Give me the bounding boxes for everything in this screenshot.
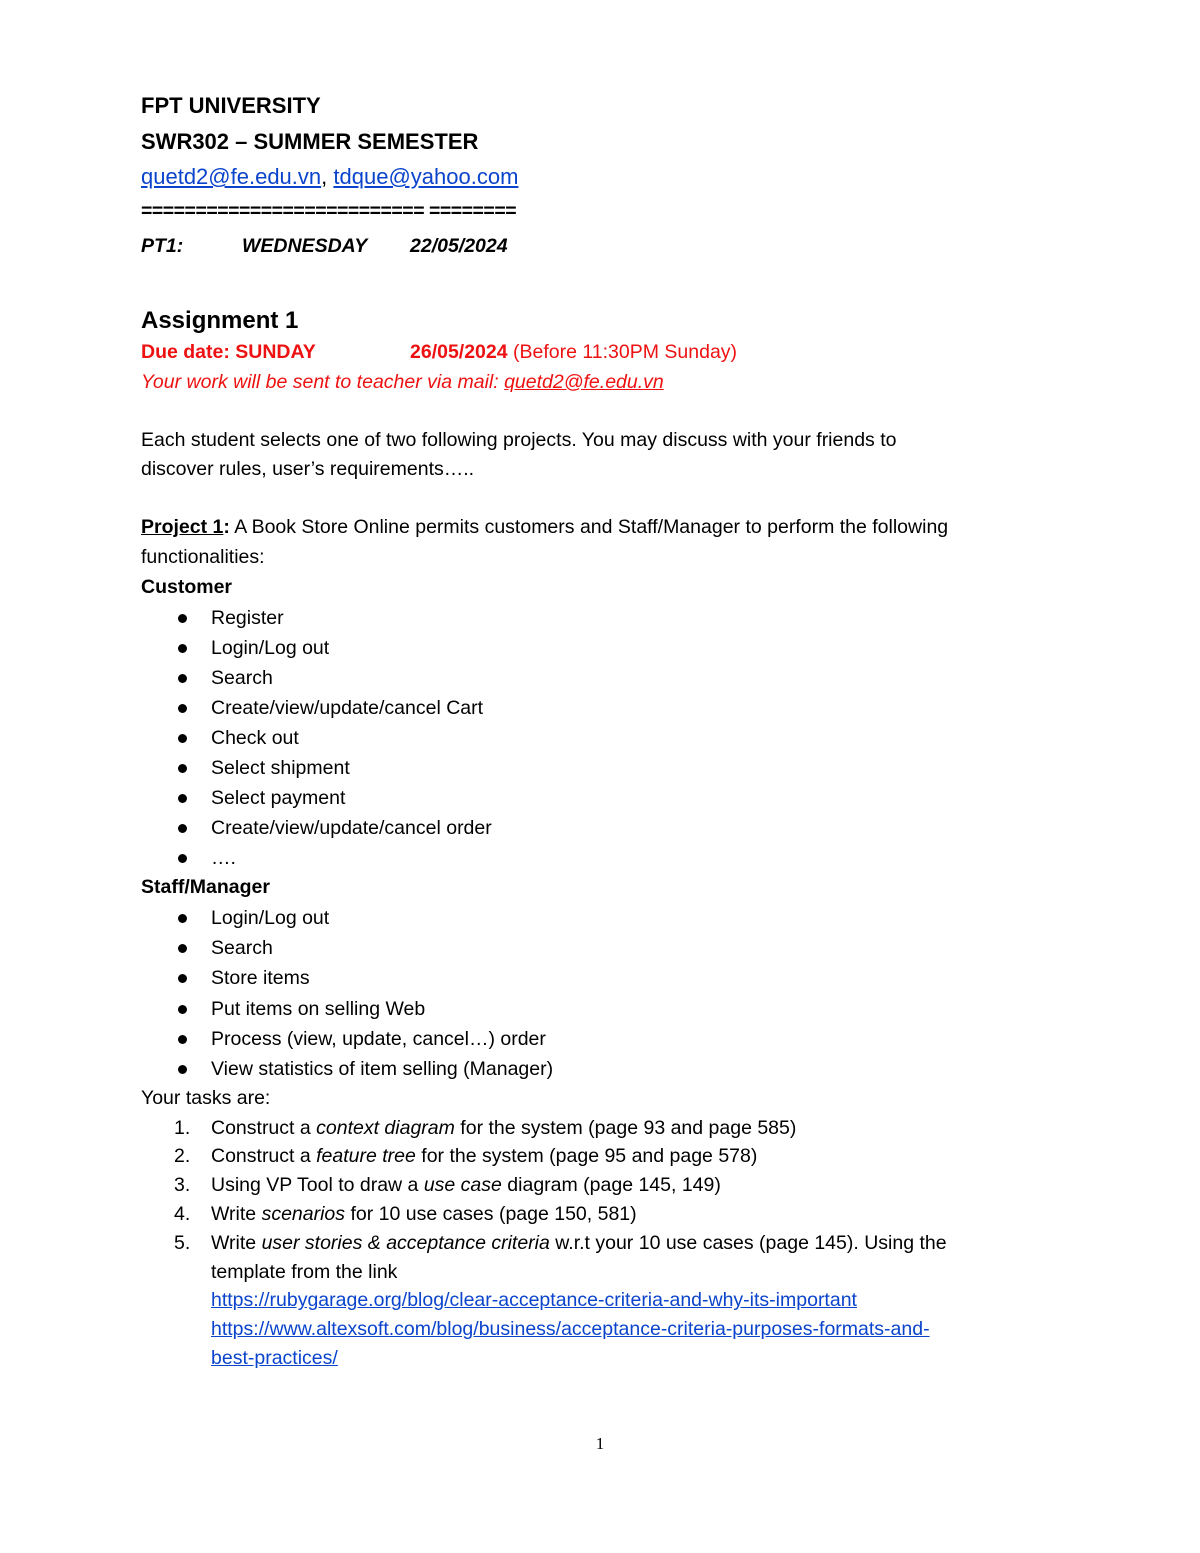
project-description: A Book Store Online permits customers and Staff/Manager to perform the following bbox=[229, 516, 949, 539]
pt-day: WEDNESDAY bbox=[242, 235, 368, 257]
task-item: 1. Construct a context diagram for the system (page 93 and page 585) bbox=[141, 1114, 1061, 1143]
submission-email-link[interactable]: quetd2@fe.edu.vn bbox=[504, 370, 664, 393]
staff-list bbox=[141, 903, 1061, 1084]
bullet-icon bbox=[178, 734, 187, 743]
bullet-icon bbox=[178, 914, 187, 923]
email-separator: , bbox=[321, 164, 328, 189]
due-date-line bbox=[141, 338, 1061, 368]
submission-line bbox=[141, 368, 1061, 398]
bullet-icon bbox=[178, 824, 187, 833]
email-link-secondary[interactable]: tdque@yahoo.com bbox=[333, 164, 519, 189]
email-link-primary[interactable]: quetd2@fe.edu.vn bbox=[141, 164, 322, 189]
task-5-line-2: template from the link bbox=[211, 1260, 398, 1283]
bullet-icon bbox=[178, 974, 187, 983]
list-item: Check out bbox=[141, 723, 1061, 753]
list-item: Select payment bbox=[141, 783, 1061, 813]
list-item: Register bbox=[141, 603, 1061, 633]
task-5-line-1: Write user stories & acceptance criteria w.r.t your 10 use cases (page 145). Using the bbox=[211, 1231, 947, 1254]
project-colon: : bbox=[223, 516, 230, 539]
bullet-icon bbox=[178, 764, 187, 773]
bullet-icon bbox=[178, 944, 187, 953]
list-item: Login/Log out bbox=[141, 903, 1061, 933]
spacer bbox=[141, 398, 1061, 426]
page-number: 1 bbox=[595, 1434, 605, 1453]
bullet-icon bbox=[178, 614, 187, 623]
project-description-line-2: functionalities: bbox=[141, 545, 265, 568]
list-item: Put items on selling Web bbox=[141, 994, 1061, 1024]
pt-date: 22/05/2024 bbox=[410, 235, 508, 257]
course-title: SWR302 – SUMMER SEMESTER bbox=[141, 129, 479, 154]
list-item: Create/view/update/cancel Cart bbox=[141, 693, 1061, 723]
assignment-title: Assignment 1 bbox=[141, 307, 299, 334]
list-item: Create/view/update/cancel order bbox=[141, 813, 1061, 843]
submission-text: Your work will be sent to teacher via mail: bbox=[141, 370, 499, 393]
task-number: 1. bbox=[174, 1116, 191, 1139]
task-number: 5. bbox=[174, 1231, 191, 1254]
list-item: …. bbox=[141, 843, 1061, 873]
bullet-icon bbox=[178, 644, 187, 653]
list-item: Search bbox=[141, 663, 1061, 693]
list-item: Search bbox=[141, 933, 1061, 963]
customer-list bbox=[141, 603, 1061, 874]
document-page bbox=[141, 88, 1061, 1373]
pt-schedule bbox=[141, 228, 1061, 264]
list-item: Login/Log out bbox=[141, 633, 1061, 663]
due-date: 26/05/2024 bbox=[410, 341, 508, 363]
staff-heading: Staff/Manager bbox=[141, 876, 270, 899]
contact-emails bbox=[141, 160, 1061, 194]
due-label: Due date: SUNDAY bbox=[141, 341, 316, 363]
list-item: Store items bbox=[141, 963, 1061, 993]
intro-line-1: Each student selects one of two following projects. You may discuss with your friends to bbox=[141, 428, 897, 451]
altexsoft-link-continued[interactable]: best-practices/ bbox=[211, 1346, 338, 1369]
intro-line-2: discover rules, user’s requirements….. bbox=[141, 458, 475, 481]
project-label: Project 1 bbox=[141, 516, 224, 539]
university-title: FPT UNIVERSITY bbox=[141, 93, 321, 118]
bullet-icon bbox=[178, 1035, 187, 1044]
task-number: 3. bbox=[174, 1174, 191, 1197]
bullet-icon bbox=[178, 704, 187, 713]
bullet-icon bbox=[178, 1065, 187, 1074]
bullet-icon bbox=[178, 674, 187, 683]
task-number: 4. bbox=[174, 1202, 191, 1225]
bullet-icon bbox=[178, 1005, 187, 1014]
bullet-icon bbox=[178, 854, 187, 863]
altexsoft-link[interactable]: https://www.altexsoft.com/blog/business/acceptance-criteria-purposes-formats-and- bbox=[211, 1318, 930, 1341]
tasks-list bbox=[141, 1114, 1061, 1373]
list-item: View statistics of item selling (Manager) bbox=[141, 1054, 1061, 1084]
rubygarage-link[interactable]: https://rubygarage.org/blog/clear-acceptance-criteria-and-why-its-important bbox=[211, 1289, 857, 1312]
task-item bbox=[141, 1229, 1061, 1373]
pt-label: PT1: bbox=[141, 235, 184, 257]
list-item: Process (view, update, cancel…) order bbox=[141, 1024, 1061, 1054]
project-description-line-1 bbox=[141, 513, 1061, 543]
bullet-icon bbox=[178, 794, 187, 803]
list-item: Select shipment bbox=[141, 753, 1061, 783]
task-item: 4. Write scenarios for 10 use cases (page 150, 581) bbox=[141, 1200, 1061, 1229]
task-number: 2. bbox=[174, 1145, 191, 1168]
tasks-heading: Your tasks are: bbox=[141, 1086, 271, 1109]
separator-line: ========================== ======== bbox=[141, 200, 517, 222]
task-item: 3. Using VP Tool to draw a use case diagram (page 145, 149) bbox=[141, 1171, 1061, 1200]
customer-heading: Customer bbox=[141, 575, 233, 598]
spacer bbox=[141, 485, 1061, 513]
due-note: (Before 11:30PM Sunday) bbox=[513, 341, 738, 363]
task-item: 2. Construct a feature tree for the system (page 95 and page 578) bbox=[141, 1142, 1061, 1171]
